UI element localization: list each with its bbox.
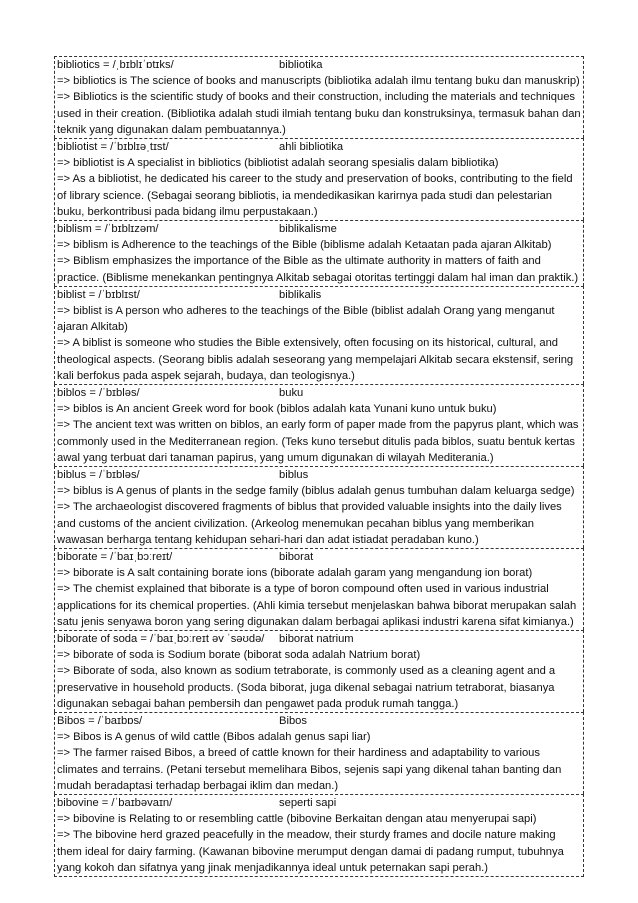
headword: bibliotist = /ˈbɪblɪəˌtɪst/ [57,141,169,153]
example: => As a bibliotist, he dedicated his career to the study and preservation of books, contributing to the field of library science. (Sebagai seorang bibliotis, ia mendedikasikan karirnya pada studi dan pelestarian buku, berkontribusi pada bidang ilmu perpustakaan.) [57,173,573,218]
definition: => Bibos is A genus of wild cattle (Bibos adalah genus sapi liar) [57,731,371,744]
definition: => biblism is Adherence to the teachings of the Bible (biblisme adalah Ketaatan pada ajaran Alkitab) [57,239,552,252]
entry-bibos [54,712,584,794]
dictionary-page [54,56,584,877]
example: => The farmer raised Bibos, a breed of cattle known for their hardiness and adaptability to various climates and terrains. (Petani tersebut memelihara Bibos, sejenis sapi yang dikenal tahan banting dan mudah beradaptasi terhadap berbagai iklim dan medan.) [57,747,562,792]
entry-header [57,631,581,647]
translation: ahli bibliotika [279,141,344,153]
translation: biborat [279,551,314,563]
entry-biblist [54,286,584,384]
definition: => bibliotist is A specialist in bibliotics (bibliotist adalah seorang spesialis dalam bibliotika) [57,157,499,170]
entry-biborate-of-soda [54,630,584,712]
entry-header [57,221,581,237]
entry-header [57,467,581,483]
headword: bibliotics = /ˌbɪblɪˈɒtɪks/ [57,59,174,71]
definition: => biborate of soda is Sodium borate (biborat soda adalah Natrium borat) [57,649,421,662]
entry-bibovine [54,794,584,877]
entry-bibliotist [54,138,584,220]
example: => The archaeologist discovered fragments of biblus that provided valuable insights into the daily lives and customs of the ancient civilization. (Arkeolog menemukan pecahan biblus yang memberikan wawasan berharga tentang kehidupan sehari-hari dan adat istiadat peradaban kuno.) [57,501,562,546]
entry-biborate [54,548,584,630]
entry-header [57,549,581,565]
headword: Bibos = /ˈbaɪbɒs/ [57,715,143,727]
translation: seperti sapi [279,797,337,809]
headword: biblos = /ˈbɪbləs/ [57,387,140,399]
entry-header [57,385,581,401]
entry-biblos [54,384,584,466]
definition: => biblus is A genus of plants in the sedge family (biblus adalah genus tumbuhan dalam keluarga sedge) [57,485,575,498]
entry-header [57,713,581,729]
translation: biborat natrium [279,633,354,645]
translation: biblikalisme [279,223,337,235]
headword: biblism = /ˈbɪblɪzəm/ [57,223,159,235]
example: => The bibovine herd grazed peacefully in the meadow, their sturdy frames and docile nature making them ideal for dairy farming. (Kawanan bibovine merumput dengan damai di padang rumput, tubuhnya yang kokoh dan sifatnya yang jinak menjadikannya ideal untuk peternakan sapi perah.) [57,829,564,874]
translation: biblikalis [279,288,322,301]
translation: buku [279,387,304,399]
definition: => biborate is A salt containing borate ions (biborate adalah garam yang mengandung ion borat) [57,567,533,580]
example: => The ancient text was written on biblos, an early form of paper made from the papyrus plant, which was commonly used in the Mediterranean region. (Teks kuno tersebut ditulis pada biblos, suatu bentuk kertas awal yang terbuat dari tanaman papirus, yang umum digunakan di wilayah Mediterania.) [57,419,579,464]
headword: bibovine = /ˈbaɪbəvaɪn/ [57,797,173,809]
headword: biborate of soda = /ˈbaɪˌbɔːreɪt əv ˈsəʊdə/ [57,633,265,645]
entry-header [57,287,581,303]
entry-header [57,795,581,811]
headword: biborate = /ˈbaɪˌbɔːreɪt/ [57,551,173,563]
entry-biblism [54,220,584,286]
definition: => bibliotics is The science of books and manuscripts (bibliotika adalah ilmu tentang buku dan manuskrip) [57,75,580,88]
headword: biblus = /ˈbɪbləs/ [57,469,140,481]
example: => Biborate of soda, also known as sodium tetraborate, is commonly used as a cleaning agent and a preservative in household products. (Soda biborat, juga dikenal sebagai natrium tetraborat, biasanya digunakan sebagai bahan pembersih dan pengawet pada produk rumah tangga.) [57,665,556,710]
example: => Biblism emphasizes the importance of the Bible as the ultimate authority in matters of faith and practice. (Biblisme menekankan pentingnya Alkitab sebagai otoritas tertinggi dalam hal iman dan praktik.) [57,255,579,284]
entry-biblus [54,466,584,548]
entry-header [57,139,581,155]
headword: biblist = /ˈbɪblɪst/ [57,288,140,301]
entry-header [57,57,581,73]
definition: => bibovine is Relating to or resembling cattle (bibovine Berkaitan dengan atau menyerupai sapi) [57,813,537,826]
definition: => biblist is A person who adheres to the teachings of the Bible (biblist adalah Orang yang menganut ajaran Alkitab) [57,304,555,334]
translation: biblus [279,469,309,481]
entry-bibliotics [54,56,584,138]
translation: Bibos [279,715,307,727]
example: => A biblist is someone who studies the Bible extensively, often focusing on its historical, cultural, and theological aspects. (Seorang biblis adalah seseorang yang mempelajari Alkitab secara ekstensif, sering kali berfokus pada aspek sejarah, budaya, dan teologisnya.) [57,337,574,382]
example: => Bibliotics is the scientific study of books and their construction, including the materials and techniques used in their creation. (Bibliotika adalah studi ilmiah tentang buku dan konstruksinya, termasuk bahan dan teknik yang digunakan dalam pembuatannya.) [57,91,581,136]
translation: bibliotika [279,59,323,71]
definition: => biblos is An ancient Greek word for book (biblos adalah kata Yunani kuno untuk buku) [57,403,497,416]
example: => The chemist explained that biborate is a type of boron compound often used in various industrial applications for its chemical properties. (Ahli kimia tersebut menjelaskan bahwa biborat merupakan salah satu jenis senyawa boron yang sering digunakan dalam berbagai aplikasi industri karena sifat kimianya.) [57,583,577,628]
